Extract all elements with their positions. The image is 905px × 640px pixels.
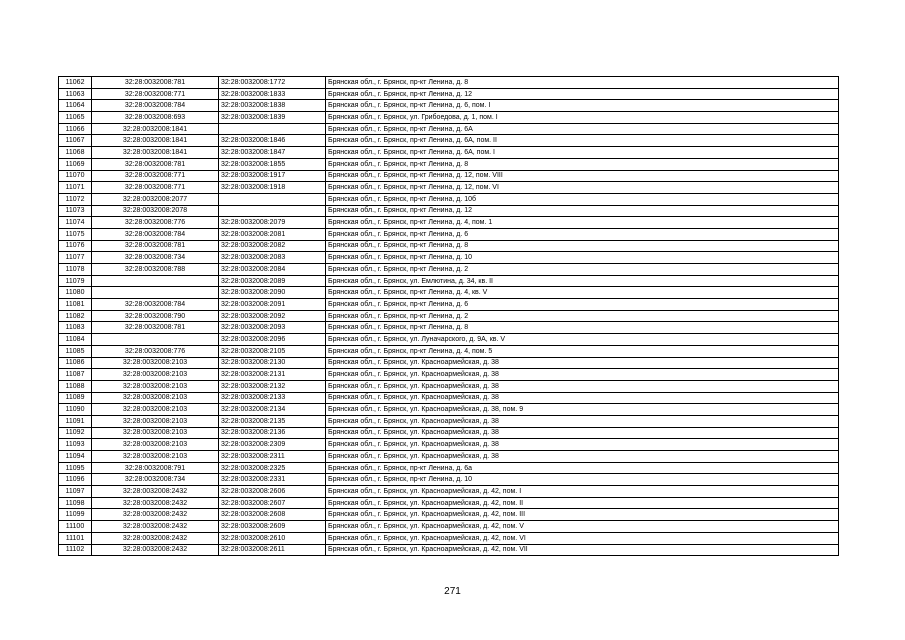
object-address: Брянская обл., г. Брянск, ул. Красноармейская, д. 38 [326,392,839,404]
row-number: 11073 [59,205,92,217]
table-row [59,147,839,159]
object-address: Брянская обл., г. Брянск, ул. Красноармейская, д. 38, пом. 9 [326,404,839,416]
parcel-cadastral-number: 32:28:0032008:771 [92,170,219,182]
table-row [59,135,839,147]
table-row [59,521,839,533]
object-address: Брянская обл., г. Брянск, ул. Красноармейская, д. 38 [326,357,839,369]
object-cadastral-number: 32:28:0032008:1839 [219,112,326,124]
table-row [59,404,839,416]
table-row [59,532,839,544]
page-number: 271 [444,586,461,597]
row-number: 11093 [59,439,92,451]
table-row [59,357,839,369]
row-number: 11083 [59,322,92,334]
object-cadastral-number: 32:28:0032008:2084 [219,264,326,276]
table-row [59,112,839,124]
table-row [59,415,839,427]
object-cadastral-number: 32:28:0032008:1846 [219,135,326,147]
registry-table [58,76,839,556]
object-address: Брянская обл., г. Брянск, ул. Красноармейская, д. 42, пом. III [326,509,839,521]
parcel-cadastral-number: 32:28:0032008:2103 [92,439,219,451]
table-row [59,427,839,439]
parcel-cadastral-number: 32:28:0032008:776 [92,217,219,229]
parcel-cadastral-number: 32:28:0032008:2432 [92,544,219,556]
table-row [59,170,839,182]
object-cadastral-number: 32:28:0032008:2610 [219,532,326,544]
table-row [59,182,839,194]
object-cadastral-number: 32:28:0032008:2133 [219,392,326,404]
table-row [59,345,839,357]
object-cadastral-number: 32:28:0032008:1833 [219,88,326,100]
object-address: Брянская обл., г. Брянск, пр-кт Ленина, д. 4, пом. 5 [326,345,839,357]
object-address: Брянская обл., г. Брянск, ул. Луначарского, д. 9А, кв. V [326,334,839,346]
row-number: 11078 [59,264,92,276]
parcel-cadastral-number: 32:28:0032008:2432 [92,532,219,544]
row-number: 11067 [59,135,92,147]
object-cadastral-number: 32:28:0032008:2607 [219,497,326,509]
parcel-cadastral-number: 32:28:0032008:2103 [92,369,219,381]
parcel-cadastral-number [92,275,219,287]
object-cadastral-number: 32:28:0032008:2606 [219,486,326,498]
object-address: Брянская обл., г. Брянск, пр-кт Ленина, д. 6 [326,299,839,311]
object-cadastral-number [219,123,326,135]
table-row [59,100,839,112]
parcel-cadastral-number: 32:28:0032008:2103 [92,380,219,392]
row-number: 11081 [59,299,92,311]
row-number: 11077 [59,252,92,264]
object-cadastral-number: 32:28:0032008:2132 [219,380,326,392]
parcel-cadastral-number: 32:28:0032008:693 [92,112,219,124]
object-address: Брянская обл., г. Брянск, пр-кт Ленина, д. 6а [326,462,839,474]
row-number: 11066 [59,123,92,135]
object-address: Брянская обл., г. Брянск, пр-кт Ленина, д. 12 [326,88,839,100]
row-number: 11101 [59,532,92,544]
table-row [59,544,839,556]
parcel-cadastral-number: 32:28:0032008:734 [92,252,219,264]
row-number: 11074 [59,217,92,229]
object-address: Брянская обл., г. Брянск, пр-кт Ленина, д. 10б [326,193,839,205]
object-address: Брянская обл., г. Брянск, пр-кт Ленина, д. 6 [326,228,839,240]
object-address: Брянская обл., г. Брянск, пр-кт Ленина, д. 10 [326,252,839,264]
table-row [59,252,839,264]
parcel-cadastral-number: 32:28:0032008:781 [92,158,219,170]
parcel-cadastral-number: 32:28:0032008:771 [92,88,219,100]
object-cadastral-number: 32:28:0032008:2131 [219,369,326,381]
table-row [59,158,839,170]
object-cadastral-number: 32:28:0032008:2082 [219,240,326,252]
object-address: Брянская обл., г. Брянск, пр-кт Ленина, д. 6А [326,123,839,135]
parcel-cadastral-number: 32:28:0032008:776 [92,345,219,357]
table-row [59,240,839,252]
object-cadastral-number: 32:28:0032008:2609 [219,521,326,533]
object-cadastral-number: 32:28:0032008:2092 [219,310,326,322]
parcel-cadastral-number [92,287,219,299]
table-row [59,275,839,287]
table-row [59,462,839,474]
object-address: Брянская обл., г. Брянск, ул. Красноармейская, д. 42, пом. VII [326,544,839,556]
parcel-cadastral-number: 32:28:0032008:781 [92,77,219,89]
object-cadastral-number: 32:28:0032008:1855 [219,158,326,170]
parcel-cadastral-number: 32:28:0032008:2103 [92,404,219,416]
parcel-cadastral-number: 32:28:0032008:790 [92,310,219,322]
object-address: Брянская обл., г. Брянск, ул. Красноармейская, д. 42, пом. I [326,486,839,498]
parcel-cadastral-number: 32:28:0032008:2103 [92,451,219,463]
parcel-cadastral-number: 32:28:0032008:784 [92,299,219,311]
object-address: Брянская обл., г. Брянск, пр-кт Ленина, д. 2 [326,264,839,276]
object-address: Брянская обл., г. Брянск, ул. Красноармейская, д. 38 [326,439,839,451]
row-number: 11094 [59,451,92,463]
object-cadastral-number: 32:28:0032008:1917 [219,170,326,182]
object-address: Брянская обл., г. Брянск, пр-кт Ленина, д. 6А, пом. I [326,147,839,159]
object-cadastral-number: 32:28:0032008:2079 [219,217,326,229]
row-number: 11065 [59,112,92,124]
object-address: Брянская обл., г. Брянск, пр-кт Ленина, д. 4, кв. V [326,287,839,299]
table-row [59,497,839,509]
object-address: Брянская обл., г. Брянск, пр-кт Ленина, д. 12, пом. VI [326,182,839,194]
row-number: 11079 [59,275,92,287]
row-number: 11092 [59,427,92,439]
object-address: Брянская обл., г. Брянск, ул. Красноармейская, д. 38 [326,427,839,439]
row-number: 11086 [59,357,92,369]
object-address: Брянская обл., г. Брянск, пр-кт Ленина, д. 12 [326,205,839,217]
parcel-cadastral-number: 32:28:0032008:2077 [92,193,219,205]
table-row [59,287,839,299]
parcel-cadastral-number: 32:28:0032008:2432 [92,521,219,533]
row-number: 11098 [59,497,92,509]
table-row [59,509,839,521]
row-number: 11070 [59,170,92,182]
object-cadastral-number: 32:28:0032008:2093 [219,322,326,334]
table-row [59,88,839,100]
row-number: 11076 [59,240,92,252]
parcel-cadastral-number: 32:28:0032008:1841 [92,147,219,159]
table-row [59,264,839,276]
object-cadastral-number [219,193,326,205]
object-address: Брянская обл., г. Брянск, ул. Красноармейская, д. 38 [326,451,839,463]
object-address: Брянская обл., г. Брянск, пр-кт Ленина, д. 4, пом. 1 [326,217,839,229]
row-number: 11064 [59,100,92,112]
object-cadastral-number: 32:28:0032008:2105 [219,345,326,357]
table-row [59,369,839,381]
object-cadastral-number: 32:28:0032008:2331 [219,474,326,486]
object-address: Брянская обл., г. Брянск, пр-кт Ленина, д. 8 [326,322,839,334]
row-number: 11080 [59,287,92,299]
parcel-cadastral-number: 32:28:0032008:791 [92,462,219,474]
object-cadastral-number: 32:28:0032008:2091 [219,299,326,311]
parcel-cadastral-number: 32:28:0032008:788 [92,264,219,276]
table-row [59,322,839,334]
row-number: 11082 [59,310,92,322]
parcel-cadastral-number: 32:28:0032008:2103 [92,357,219,369]
table-row [59,77,839,89]
object-address: Брянская обл., г. Брянск, ул. Грибоедова, д. 1, пом. I [326,112,839,124]
row-number: 11095 [59,462,92,474]
table-row [59,193,839,205]
parcel-cadastral-number: 32:28:0032008:1841 [92,123,219,135]
object-address: Брянская обл., г. Брянск, ул. Красноармейская, д. 42, пом. II [326,497,839,509]
row-number: 11102 [59,544,92,556]
table-row [59,439,839,451]
row-number: 11088 [59,380,92,392]
row-number: 11097 [59,486,92,498]
table-row [59,228,839,240]
table-row [59,392,839,404]
row-number: 11072 [59,193,92,205]
row-number: 11090 [59,404,92,416]
parcel-cadastral-number [92,334,219,346]
object-address: Брянская обл., г. Брянск, пр-кт Ленина, д. 2 [326,310,839,322]
table-row [59,451,839,463]
row-number: 11062 [59,77,92,89]
row-number: 11100 [59,521,92,533]
object-address: Брянская обл., г. Брянск, ул. Красноармейская, д. 42, пом. V [326,521,839,533]
parcel-cadastral-number: 32:28:0032008:784 [92,100,219,112]
parcel-cadastral-number: 32:28:0032008:2078 [92,205,219,217]
parcel-cadastral-number: 32:28:0032008:2432 [92,509,219,521]
row-number: 11063 [59,88,92,100]
row-number: 11085 [59,345,92,357]
row-number: 11071 [59,182,92,194]
object-cadastral-number: 32:28:0032008:2096 [219,334,326,346]
table-row [59,123,839,135]
object-address: Брянская обл., г. Брянск, ул. Красноармейская, д. 38 [326,380,839,392]
object-cadastral-number [219,205,326,217]
registry-table-body [59,77,839,556]
object-cadastral-number: 32:28:0032008:2081 [219,228,326,240]
object-address: Брянская обл., г. Брянск, пр-кт Ленина, д. 12, пом. VIII [326,170,839,182]
object-cadastral-number: 32:28:0032008:1772 [219,77,326,89]
object-cadastral-number: 32:28:0032008:2608 [219,509,326,521]
row-number: 11075 [59,228,92,240]
object-cadastral-number: 32:28:0032008:2134 [219,404,326,416]
table-row [59,380,839,392]
object-cadastral-number: 32:28:0032008:1847 [219,147,326,159]
object-cadastral-number: 32:28:0032008:2089 [219,275,326,287]
object-cadastral-number: 32:28:0032008:2325 [219,462,326,474]
row-number: 11091 [59,415,92,427]
parcel-cadastral-number: 32:28:0032008:2432 [92,486,219,498]
object-address: Брянская обл., г. Брянск, пр-кт Ленина, д. 6А, пом. II [326,135,839,147]
table-row [59,474,839,486]
table-row [59,217,839,229]
object-cadastral-number: 32:28:0032008:2135 [219,415,326,427]
object-address: Брянская обл., г. Брянск, пр-кт Ленина, д. 6, пом. I [326,100,839,112]
object-cadastral-number: 32:28:0032008:2083 [219,252,326,264]
parcel-cadastral-number: 32:28:0032008:784 [92,228,219,240]
object-address: Брянская обл., г. Брянск, пр-кт Ленина, д. 8 [326,158,839,170]
table-row [59,299,839,311]
object-address: Брянская обл., г. Брянск, ул. Красноармейская, д. 38 [326,415,839,427]
row-number: 11096 [59,474,92,486]
parcel-cadastral-number: 32:28:0032008:1841 [92,135,219,147]
object-cadastral-number: 32:28:0032008:2130 [219,357,326,369]
parcel-cadastral-number: 32:28:0032008:2103 [92,415,219,427]
table-row [59,486,839,498]
object-address: Брянская обл., г. Брянск, ул. Емлютина, д. 34, кв. II [326,275,839,287]
object-cadastral-number: 32:28:0032008:1918 [219,182,326,194]
row-number: 11089 [59,392,92,404]
object-cadastral-number: 32:28:0032008:2611 [219,544,326,556]
parcel-cadastral-number: 32:28:0032008:734 [92,474,219,486]
object-cadastral-number: 32:28:0032008:2309 [219,439,326,451]
row-number: 11068 [59,147,92,159]
parcel-cadastral-number: 32:28:0032008:781 [92,322,219,334]
parcel-cadastral-number: 32:28:0032008:2432 [92,497,219,509]
table-row [59,205,839,217]
parcel-cadastral-number: 32:28:0032008:771 [92,182,219,194]
row-number: 11099 [59,509,92,521]
parcel-cadastral-number: 32:28:0032008:781 [92,240,219,252]
object-cadastral-number: 32:28:0032008:2136 [219,427,326,439]
object-cadastral-number: 32:28:0032008:2090 [219,287,326,299]
row-number: 11084 [59,334,92,346]
row-number: 11087 [59,369,92,381]
table-row [59,310,839,322]
object-cadastral-number: 32:28:0032008:2311 [219,451,326,463]
object-address: Брянская обл., г. Брянск, пр-кт Ленина, д. 8 [326,77,839,89]
object-address: Брянская обл., г. Брянск, пр-кт Ленина, д. 8 [326,240,839,252]
object-address: Брянская обл., г. Брянск, пр-кт Ленина, д. 10 [326,474,839,486]
parcel-cadastral-number: 32:28:0032008:2103 [92,392,219,404]
table-row [59,334,839,346]
parcel-cadastral-number: 32:28:0032008:2103 [92,427,219,439]
object-cadastral-number: 32:28:0032008:1838 [219,100,326,112]
object-address: Брянская обл., г. Брянск, ул. Красноармейская, д. 38 [326,369,839,381]
object-address: Брянская обл., г. Брянск, ул. Красноармейская, д. 42, пом. VI [326,532,839,544]
row-number: 11069 [59,158,92,170]
